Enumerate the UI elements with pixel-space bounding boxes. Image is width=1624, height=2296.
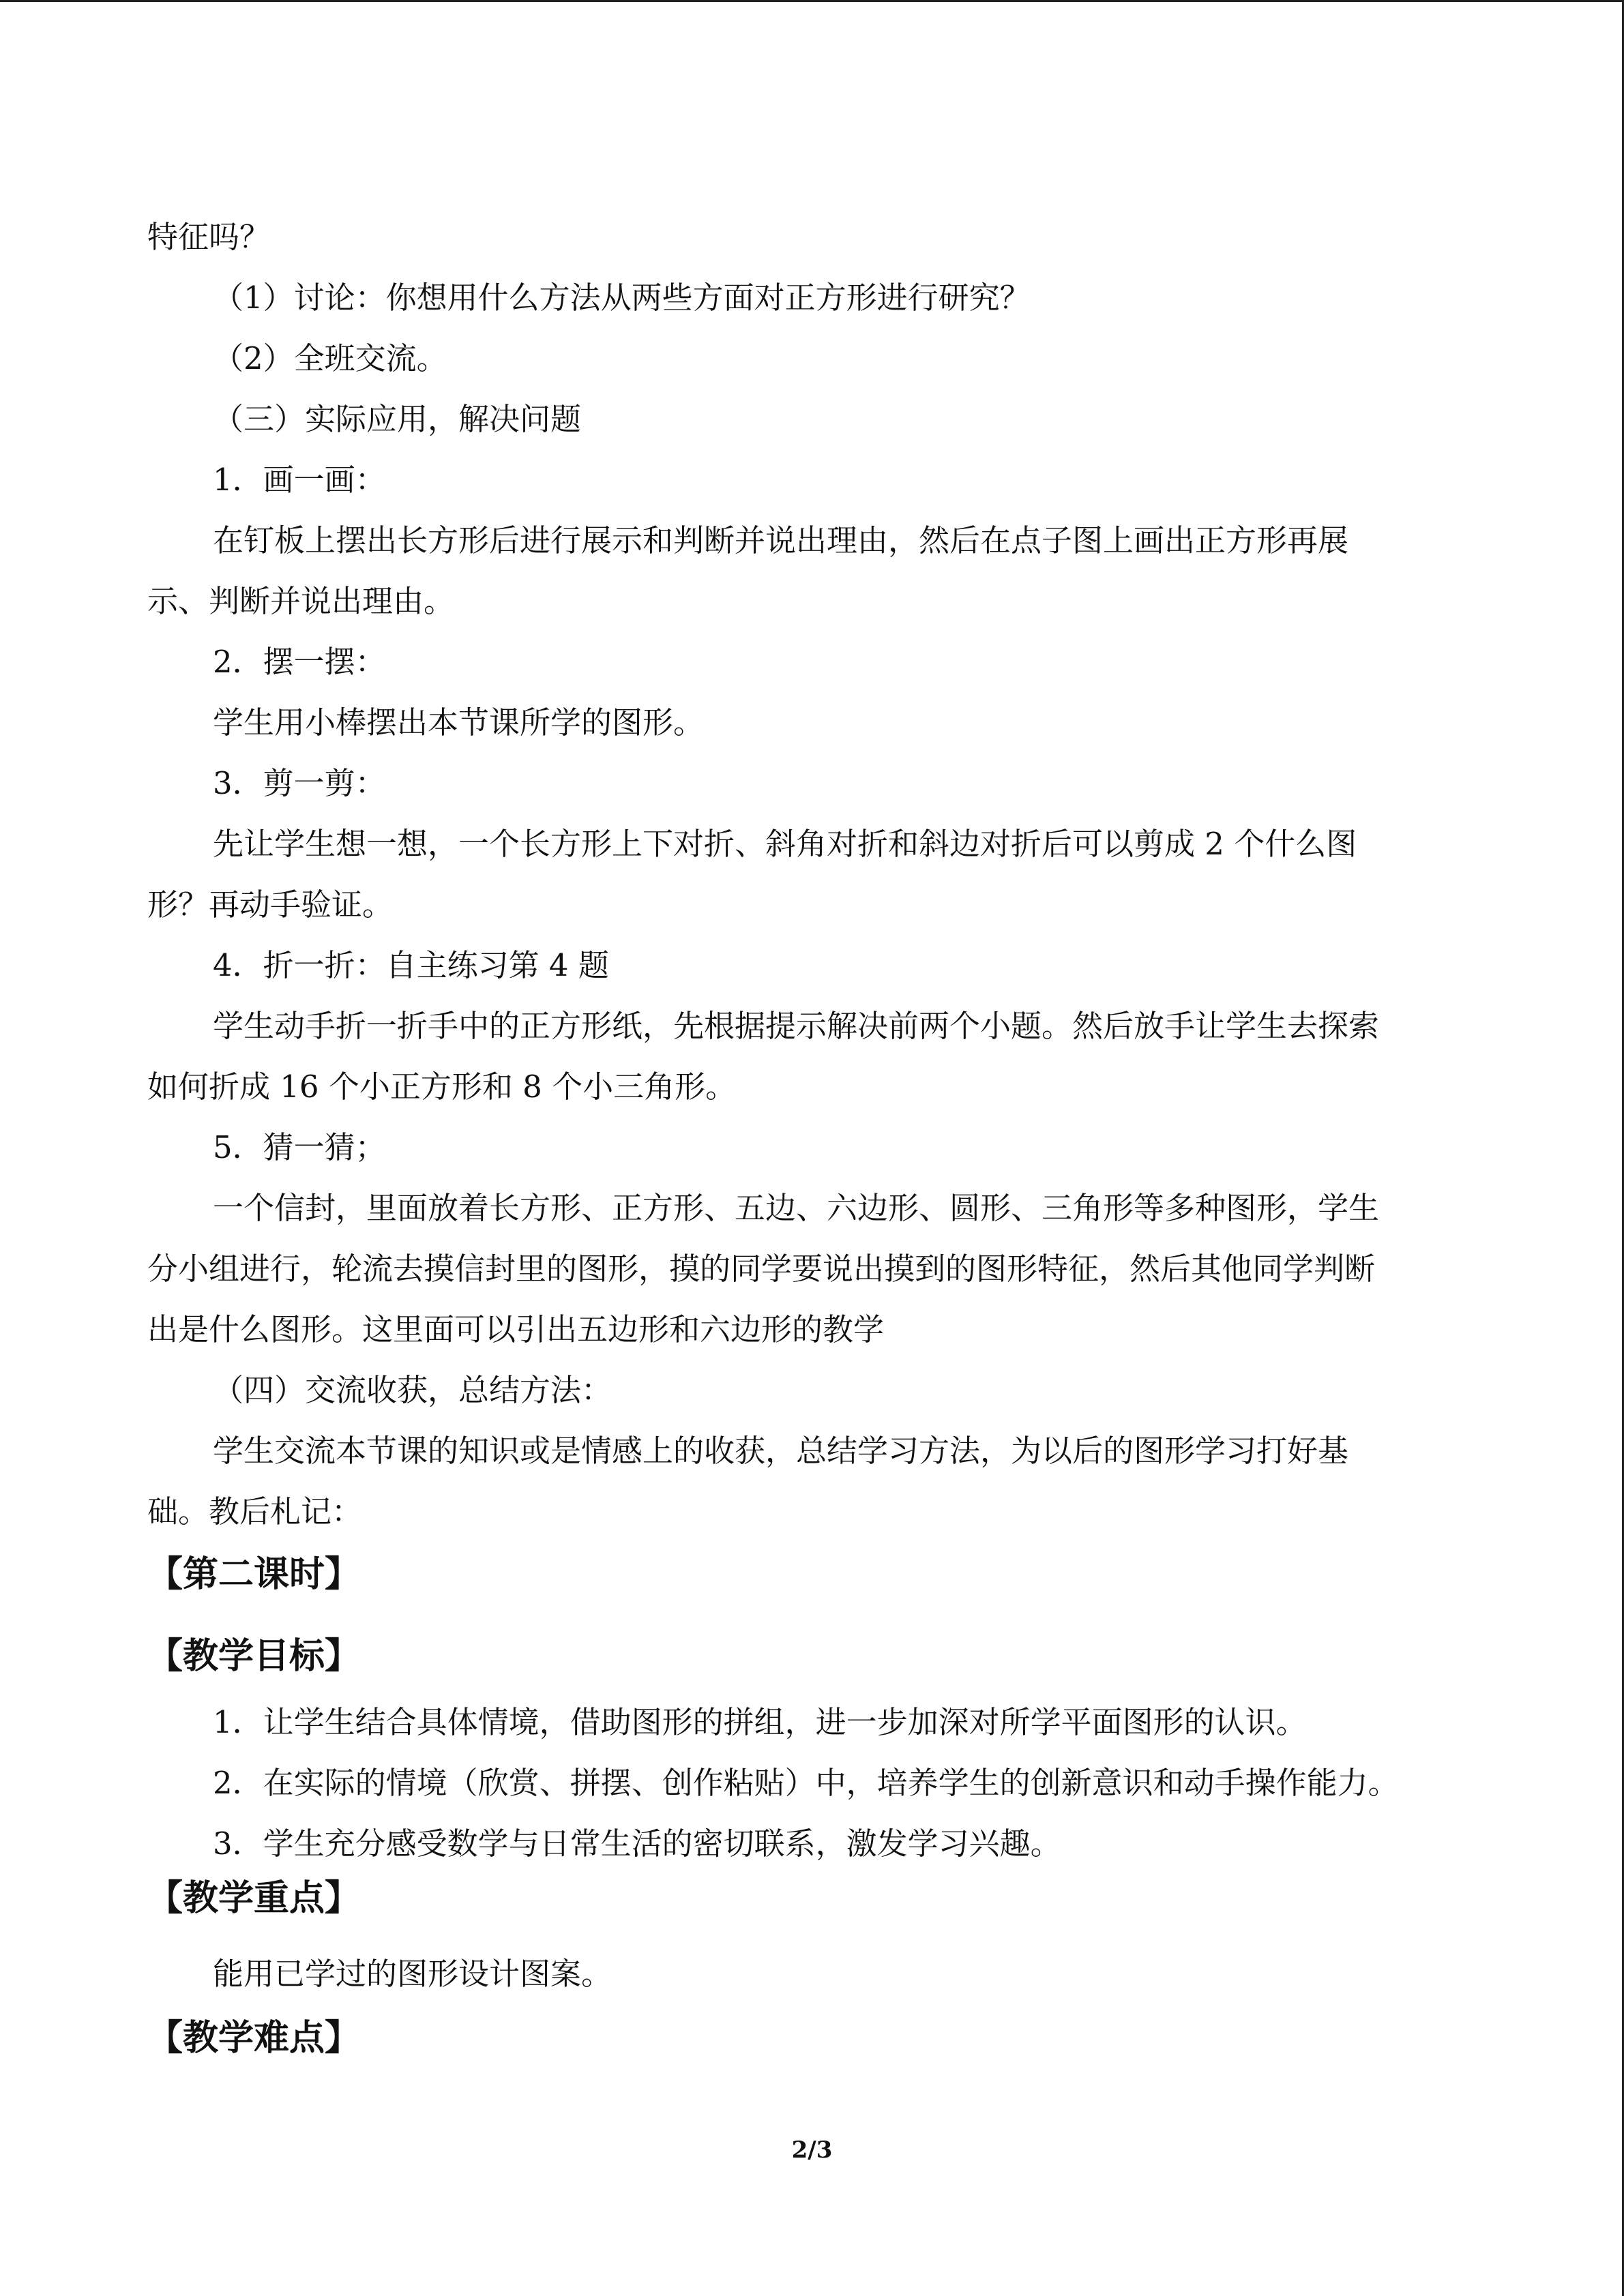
paragraph: 如何折成 16 个小正方形和 8 个小三角形。 <box>147 1069 737 1105</box>
focus-heading: 【教学重点】 <box>147 1878 361 1919</box>
goal-item: 3．学生充分感受数学与日常生活的密切联系，激发学习兴趣。 <box>213 1825 1061 1862</box>
lesson-heading: 【第二课时】 <box>147 1554 361 1595</box>
paragraph: 形？再动手验证。 <box>147 886 394 923</box>
list-item-label: 5．猜一猜； <box>213 1129 386 1165</box>
list-item-label: 1．画一画： <box>213 462 386 498</box>
page-number: 2/3 <box>791 2136 833 2164</box>
paragraph: （1）讨论：你想用什么方法从两些方面对正方形进行研究？ <box>213 280 1031 316</box>
paragraph: 特征吗？ <box>147 219 271 255</box>
paragraph: 在钉板上摆出长方形后进行展示和判断并说出理由，然后在点子图上画出正方形再展 <box>213 522 1349 558</box>
section-heading: （四）交流收获，总结方法： <box>213 1372 612 1408</box>
paragraph: 先让学生想一想，一个长方形上下对折、斜角对折和斜边对折后可以剪成 2 个什么图 <box>213 826 1357 862</box>
goal-item: 1．让学生结合具体情境，借助图形的拼组，进一步加深对所学平面图形的认识。 <box>213 1704 1307 1740</box>
paragraph: 学生动手折一折手中的正方形纸，先根据提示解决前两个小题。然后放手让学生去探索 <box>213 1008 1380 1044</box>
focus-text: 能用已学过的图形设计图案。 <box>213 1956 612 1992</box>
goal-item: 2．在实际的情境（欣赏、拼摆、创作粘贴）中，培养学生的创新意识和动手操作能力。 <box>213 1765 1399 1801</box>
paragraph: 示、判断并说出理由。 <box>147 583 455 619</box>
paragraph: 学生用小棒摆出本节课所学的图形。 <box>213 704 705 741</box>
paragraph: 础。教后札记： <box>147 1493 363 1530</box>
paragraph: （2）全班交流。 <box>213 340 447 376</box>
paragraph: 出是什么图形。这里面可以引出五边形和六边形的教学 <box>147 1311 885 1347</box>
section-heading: （三）实际应用，解决问题 <box>213 401 582 437</box>
goals-list <box>147 1692 1484 1874</box>
paragraph: 分小组进行，轮流去摸信封里的图形，摸的同学要说出摸到的图形特征，然后其他同学判断 <box>147 1251 1376 1287</box>
difficulty-heading: 【教学难点】 <box>147 2018 361 2059</box>
page-content <box>147 207 1484 2059</box>
paragraph: 一个信封，里面放着长方形、正方形、五边、六边形、圆形、三角形等多种图形，学生 <box>213 1190 1380 1226</box>
goals-heading: 【教学目标】 <box>147 1636 361 1677</box>
list-item-label: 3．剪一剪： <box>213 765 386 801</box>
list-item-label: 4．折一折：自主练习第 4 题 <box>213 947 609 983</box>
list-item-label: 2．摆一摆： <box>213 644 386 680</box>
paragraph: 学生交流本节课的知识或是情感上的收获，总结学习方法，为以后的图形学习打好基 <box>213 1433 1349 1469</box>
